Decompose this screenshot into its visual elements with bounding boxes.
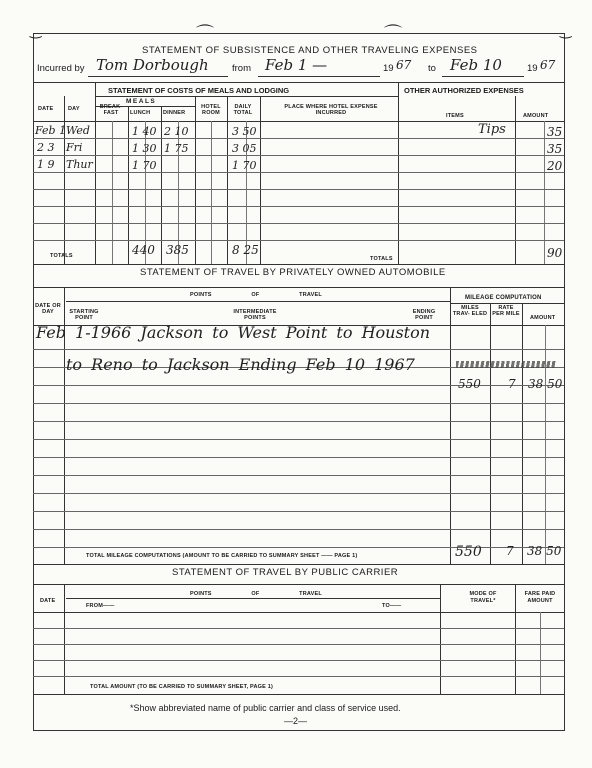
auto-rate[interactable]: 7: [508, 377, 516, 391]
row-date[interactable]: 2 3: [37, 141, 55, 154]
footnote: *Show abbreviated name of public carrier and class of service used.: [130, 703, 401, 713]
auto-miles[interactable]: 550: [458, 377, 481, 391]
auto-route-line-2[interactable]: to Reno to Jackson Ending Feb 10 1967: [66, 355, 415, 374]
col-amount: AMOUNT: [523, 113, 549, 119]
row-amount[interactable]: 35: [547, 142, 563, 156]
row-daily[interactable]: 1 70: [232, 159, 257, 172]
row-dinner[interactable]: 2 10: [164, 125, 189, 138]
total-daily[interactable]: 8 25: [232, 243, 259, 257]
row-date[interactable]: Feb 1: [35, 124, 67, 137]
carrier-col-mode: MODE OF TRAVEL*: [469, 591, 497, 604]
auto-section-title: STATEMENT OF TRAVEL BY PRIVATELY OWNED AUTOMOBILE: [140, 267, 446, 278]
punch-mark: ‿: [560, 22, 572, 38]
col-items: ITEMS: [446, 113, 464, 119]
meals-section-title: STATEMENT OF COSTS OF MEALS AND LODGING: [108, 86, 290, 95]
punch-mark: ⌒: [196, 24, 214, 44]
totals-label: TOTALS: [50, 253, 73, 259]
auto-col-amount: AMOUNT: [530, 315, 556, 321]
total-lunch[interactable]: 440: [132, 243, 155, 257]
col-day: DAY: [68, 106, 80, 112]
auto-total-miles[interactable]: 550: [455, 544, 482, 560]
row-lunch[interactable]: 1 70: [132, 159, 157, 172]
mileage-label: MILEAGE COMPUTATION: [465, 295, 542, 301]
carrier-points-label: POINTS OF TRAVEL: [190, 591, 322, 597]
col-breakfast: BREAK- FAST: [99, 104, 123, 116]
auto-col-intermediate: INTERMEDIATE POINTS: [233, 309, 277, 321]
incurred-by-label: Incurred by: [37, 63, 85, 74]
auto-col-date: DATE OR DAY: [35, 303, 61, 315]
row-date[interactable]: 1 9: [37, 158, 55, 171]
totals-label-other: TOTALS: [370, 256, 393, 262]
col-hotel: HOTEL ROOM: [201, 104, 221, 116]
year-prefix-1: 19: [383, 63, 394, 74]
form-title: STATEMENT OF SUBSISTENCE AND OTHER TRAVELING EXPENSES: [142, 45, 478, 56]
carrier-col-fare: FARE PAID AMOUNT: [524, 591, 556, 604]
total-dinner[interactable]: 385: [166, 243, 189, 257]
year-suffix-2[interactable]: 67: [540, 58, 556, 72]
carrier-total-label: TOTAL AMOUNT (TO BE CARRIED TO SUMMARY SHEET, PAGE 1): [90, 684, 274, 690]
row-amount[interactable]: 20: [547, 159, 563, 173]
carrier-to-label: TO——: [382, 603, 402, 609]
total-other[interactable]: 90: [547, 246, 563, 260]
col-date: DATE: [38, 106, 54, 112]
row-day[interactable]: Wed: [66, 124, 90, 137]
auto-col-rate: RATE PER MILE: [492, 305, 520, 317]
col-daily-total: DAILY TOTAL: [233, 104, 253, 116]
auto-col-miles: MILES TRAV- ELED: [452, 305, 488, 317]
carrier-col-date: DATE: [40, 598, 56, 604]
auto-total-amount[interactable]: 38 50: [527, 544, 562, 558]
col-lunch: LUNCH: [130, 110, 151, 116]
to-label: to: [428, 63, 436, 74]
row-amount[interactable]: 35: [547, 125, 563, 139]
auto-amount[interactable]: 38 50: [528, 377, 563, 391]
punch-mark: ⌒: [384, 24, 402, 44]
from-label: from: [232, 63, 251, 74]
page-number: —2—: [284, 716, 308, 726]
row-day[interactable]: Thur: [66, 158, 93, 171]
row-daily[interactable]: 3 50: [232, 125, 257, 138]
auto-col-start: STARTING POINT: [69, 309, 99, 321]
auto-route-line-1[interactable]: Feb 1-1966 Jackson to West Point to Houston: [36, 323, 431, 342]
punch-mark: ‿: [30, 22, 42, 38]
row-day[interactable]: Fri: [66, 141, 83, 154]
row-lunch[interactable]: 1 40: [132, 125, 157, 138]
to-date-value[interactable]: Feb 10: [450, 56, 502, 74]
other-expenses-title: OTHER AUTHORIZED EXPENSES: [404, 86, 524, 95]
auto-total-label: TOTAL MILEAGE COMPUTATIONS (AMOUNT TO BE CARRIED TO SUMMARY SHEET —— PAGE 1): [86, 553, 358, 559]
col-dinner: DINNER: [163, 110, 186, 116]
row-dinner[interactable]: 1 75: [164, 142, 189, 155]
row-item[interactable]: Tips: [478, 122, 506, 137]
meals-group-label: MEALS: [126, 98, 157, 105]
struck-entry: [456, 361, 556, 368]
incurred-by-value[interactable]: Tom Dorbough: [96, 56, 209, 74]
col-place: PLACE WHERE HOTEL EXPENSE INCURRED: [284, 104, 378, 116]
carrier-section-title: STATEMENT OF TRAVEL BY PUBLIC CARRIER: [172, 567, 399, 578]
year-suffix-1[interactable]: 67: [396, 58, 412, 72]
row-lunch[interactable]: 1 30: [132, 142, 157, 155]
row-daily[interactable]: 3 05: [232, 142, 257, 155]
auto-points-label: POINTS OF TRAVEL: [190, 292, 322, 298]
auto-col-end: ENDING POINT: [412, 309, 436, 321]
from-date-value[interactable]: Feb 1 —: [265, 56, 328, 74]
carrier-from-label: FROM——: [86, 603, 115, 609]
year-prefix-2: 19: [527, 63, 538, 74]
auto-total-rate[interactable]: 7: [506, 544, 514, 558]
